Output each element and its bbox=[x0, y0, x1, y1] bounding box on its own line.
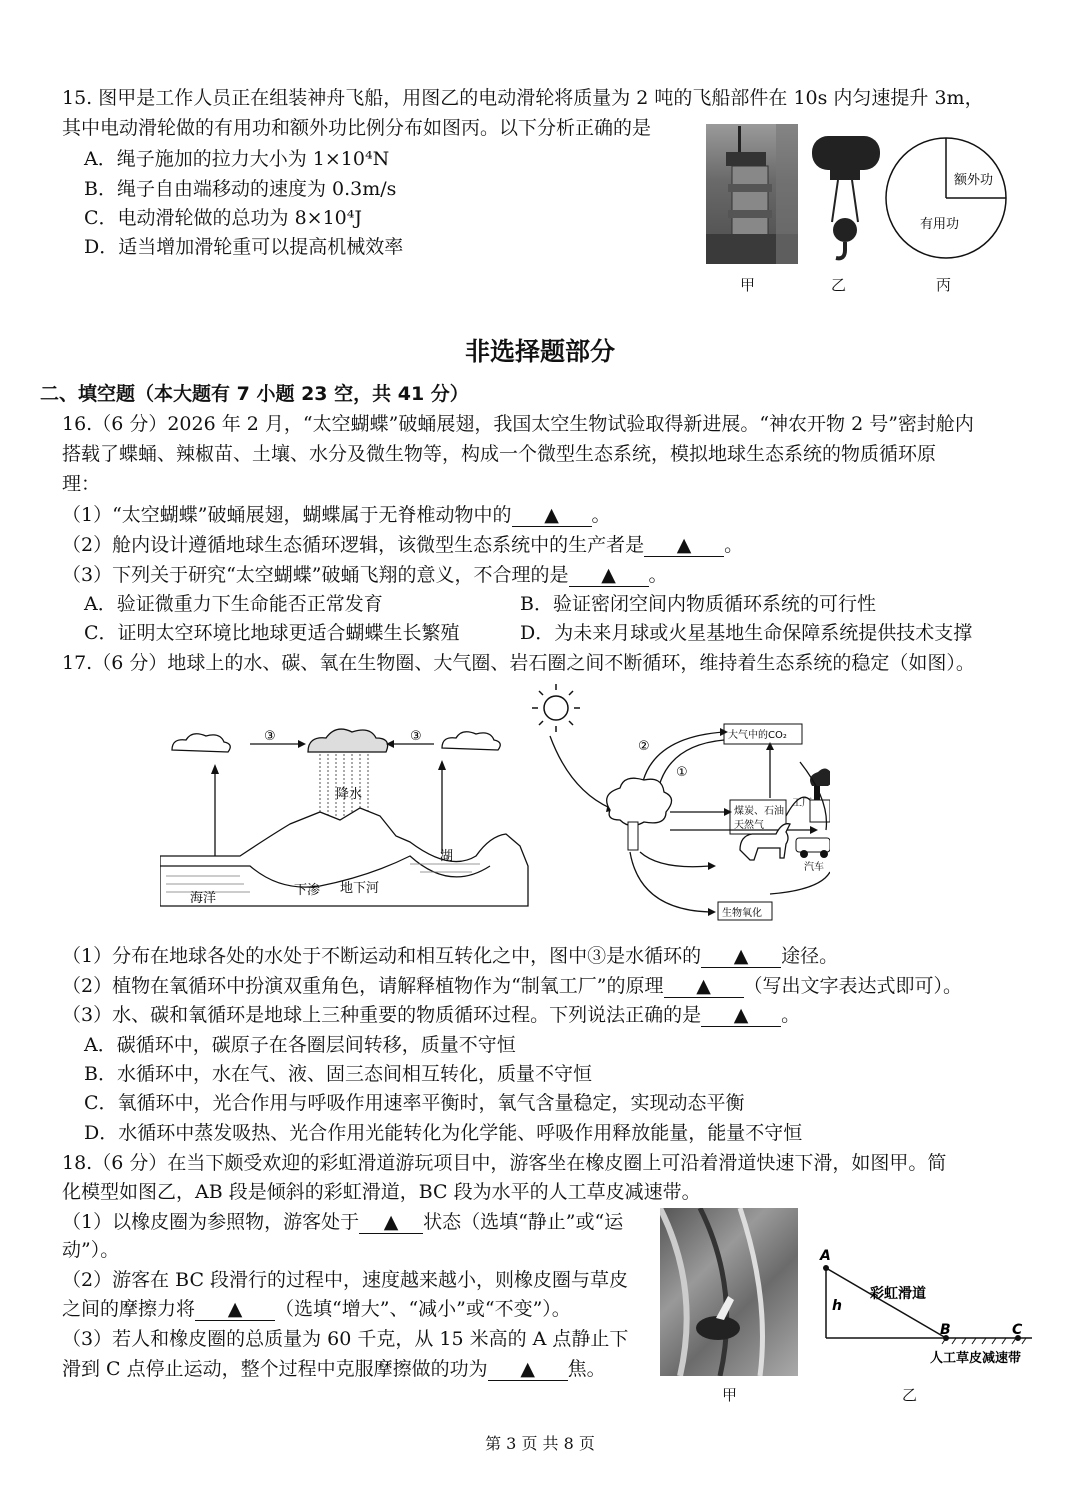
q16-part1 bbox=[62, 501, 611, 529]
q17-stem: 17.（6 分）地球上的水、碳、氧在生物圈、大气圈、岩石圈之间不断循环，维持着生态系统的稳定（如图）。 bbox=[62, 652, 975, 674]
q17-part2 bbox=[62, 972, 962, 1000]
pie-label-useful: 有用功 bbox=[920, 217, 960, 232]
q18-part1-text: （1）以橡皮圈为参照物，游客处于 bbox=[62, 1211, 360, 1233]
water-label-river: 地下河 bbox=[340, 881, 380, 896]
q18-part3-end: 焦。 bbox=[567, 1358, 606, 1380]
q18-part1-blank[interactable]: ▲ bbox=[359, 1211, 423, 1234]
q18-part3-text: 滑到 C 点停止运动，整个过程中克服摩擦做的功为 bbox=[62, 1358, 488, 1380]
q16-part3 bbox=[62, 561, 668, 589]
q15-option-c: C．电动滑轮做的总功为 8×10⁴J bbox=[84, 207, 362, 229]
q18-part2-text: 之间的摩擦力将 bbox=[62, 1298, 196, 1320]
pie-label-extra: 额外功 bbox=[954, 173, 994, 188]
model-point-a: A bbox=[820, 1248, 831, 1264]
q17-part1-blank[interactable]: ▲ bbox=[701, 945, 781, 968]
q16-part2 bbox=[62, 531, 743, 559]
sun-icon bbox=[532, 684, 580, 732]
water-circle3-a: ③ bbox=[264, 729, 276, 744]
page-footer: 第 3 页 共 8 页 bbox=[485, 1434, 595, 1453]
carbon-label-bio-ox: 生物氧化 bbox=[722, 908, 762, 919]
q16-option-d: D．为未来月球或火星基地生命保障系统提供技术支撑 bbox=[520, 622, 973, 644]
q15-stem-line1: 15. 图甲是工作人员正在组装神舟飞船，用图乙的电动滑轮将质量为 2 吨的飞船部件在 10s 内匀速提升 3m， bbox=[62, 87, 984, 109]
q16-part1-blank[interactable]: ▲ bbox=[512, 504, 592, 527]
q18-caption-yi: 乙 bbox=[902, 1386, 918, 1404]
q18-part1-cont: 动”）。 bbox=[62, 1239, 120, 1261]
q15-photo-jia bbox=[706, 124, 798, 264]
model-point-b: B bbox=[940, 1322, 951, 1338]
q18-line2: 化模型如图乙，AB 段是倾斜的彩虹滑道，BC 段为水平的人工草皮减速带。 bbox=[62, 1181, 701, 1203]
q18-part2-blank[interactable]: ▲ bbox=[195, 1298, 275, 1321]
q16-option-c: C．证明太空环境比地球更适合蝴蝶生长繁殖 bbox=[84, 622, 460, 644]
q15-option-d: D．适当增加滑轮重可以提高机械效率 bbox=[84, 236, 404, 258]
q17-part2-blank[interactable]: ▲ bbox=[664, 975, 744, 998]
q15-option-a: A．绳子施加的拉力大小为 1×10⁴N bbox=[84, 148, 390, 170]
q15-option-b: B．绳子自由端移动的速度为 0.3m/s bbox=[84, 178, 397, 200]
water-cycle-diagram bbox=[160, 716, 540, 916]
q15-caption-bing: 丙 bbox=[936, 276, 952, 294]
q18-slide-model bbox=[812, 1244, 1046, 1374]
q17-part1 bbox=[62, 942, 838, 970]
q16-option-a: A．验证微重力下生命能否正常发育 bbox=[84, 593, 383, 615]
q17-part1-end: 途径。 bbox=[781, 945, 839, 967]
q16-line3: 理： bbox=[62, 473, 101, 495]
q16-part3-text: （3）下列关于研究“太空蝴蝶”破蛹飞翔的意义，不合理的是 bbox=[62, 564, 569, 586]
model-label-slide: 彩虹滑道 bbox=[870, 1286, 926, 1302]
q18-part3-a: （3）若人和橡皮圈的总质量为 60 千克，从 15 米高的 A 点静止下 bbox=[62, 1328, 629, 1350]
q17-part3-blank[interactable]: ▲ bbox=[701, 1004, 781, 1027]
carbon-label-factory: 工厂 bbox=[792, 798, 812, 809]
q15-caption-jia: 甲 bbox=[740, 276, 756, 294]
tree-icon bbox=[607, 778, 672, 850]
q18-part2-a: （2）游客在 BC 段滑行的过程中，速度越来越小，则橡皮圈与草皮 bbox=[62, 1269, 629, 1291]
q18-line1: 18.（6 分）在当下颇受欢迎的彩虹滑道游玩项目中，游客坐在橡皮圈上可沿着滑道快速下滑，如图甲。简 bbox=[62, 1152, 947, 1174]
water-label-rain: 降水 bbox=[336, 787, 363, 802]
spacecraft-photo-illustration bbox=[706, 124, 798, 264]
carbon-label-co2: 大气中的CO₂ bbox=[728, 730, 787, 741]
water-label-lake: 湖 bbox=[440, 849, 454, 864]
q17-part3-text: （3）水、碳和氧循环是地球上三种重要的物质循环过程。下列说法正确的是 bbox=[62, 1004, 702, 1026]
q18-part2-end: （选填“增大”、“减小”或“不变”）。 bbox=[275, 1298, 571, 1320]
q16-line1: 16.（6 分）2026 年 2 月，“太空蝴蝶”破蛹展翅，我国太空生物试验取得新进展。“神农开物 2 号”密封舱内 bbox=[62, 413, 974, 435]
carbon-circle1: ① bbox=[676, 765, 688, 780]
section2-header: 二、填空题（本大题有 7 小题 23 空，共 41 分） bbox=[40, 383, 469, 405]
water-circle3-b: ③ bbox=[410, 729, 422, 744]
q16-option-b: B．验证密闭空间内物质循环系统的可行性 bbox=[520, 593, 876, 615]
q18-caption-jia: 甲 bbox=[722, 1386, 738, 1404]
section-title: 非选择题部分 bbox=[464, 337, 615, 366]
q17-option-c: C．氧循环中，光合作用与呼吸作用速率平衡时，氧气含量稳定，实现动态平衡 bbox=[84, 1092, 745, 1114]
water-label-ocean: 海洋 bbox=[190, 891, 217, 906]
q16-part1-text: （1）“太空蝴蝶”破蛹展翅，蝴蝶属于无脊椎动物中的 bbox=[62, 504, 512, 526]
q18-photo-jia bbox=[660, 1208, 798, 1376]
q17-part2-end: （写出文字表达式即可）。 bbox=[743, 975, 963, 997]
q17-part3-end: 。 bbox=[781, 1004, 801, 1026]
q18-part2 bbox=[62, 1295, 571, 1323]
q16-line2: 搭载了蝶蛹、辣椒苗、土壤、水分及微生物等，构成一个微型生态系统，模拟地球生态系统的物质循环原 bbox=[62, 443, 937, 465]
q16-part3-end: 。 bbox=[648, 564, 668, 586]
model-label-h: h bbox=[832, 1298, 842, 1314]
water-label-seep: 下渗 bbox=[294, 883, 321, 898]
q17-option-a: A．碳循环中，碳原子在各圈层间转移，质量不守恒 bbox=[84, 1034, 516, 1056]
q15-pie-bing bbox=[884, 136, 1012, 264]
q17-option-b: B．水循环中，水在气、液、固三态间相互转化，质量不守恒 bbox=[84, 1063, 592, 1085]
q15-caption-yi: 乙 bbox=[831, 276, 847, 294]
q18-part3-blank[interactable]: ▲ bbox=[488, 1358, 568, 1381]
carbon-circle2: ② bbox=[638, 739, 650, 754]
q18-part1-text-b: 状态（选填“静止”或“运 bbox=[423, 1211, 624, 1233]
model-label-grass: 人工草皮减速带 bbox=[930, 1351, 1022, 1366]
slide-photo-illustration bbox=[660, 1208, 798, 1376]
q17-option-d: D．水循环中蒸发吸热、光合作用光能转化为化学能、呼吸作用释放能量，能量不守恒 bbox=[84, 1122, 803, 1144]
q16-part2-end: 。 bbox=[724, 534, 744, 556]
model-point-c: C bbox=[1012, 1322, 1023, 1338]
carbon-cycle-diagram bbox=[530, 680, 830, 930]
carbon-label-car: 汽车 bbox=[804, 862, 824, 873]
q18-part3 bbox=[62, 1355, 606, 1383]
q16-part2-text: （2）舱内设计遵循地球生态循环逻辑，该微型生态系统中的生产者是 bbox=[62, 534, 645, 556]
q15-pulley-yi bbox=[808, 130, 884, 266]
q16-part2-blank[interactable]: ▲ bbox=[644, 534, 724, 557]
q16-part3-blank[interactable]: ▲ bbox=[569, 564, 649, 587]
carbon-label-fuel2: 天然气 bbox=[734, 820, 764, 831]
q17-part2-text: （2）植物在氧循环中扮演双重角色，请解释植物作为“制氧工厂”的原理 bbox=[62, 975, 664, 997]
car-icon bbox=[796, 838, 830, 858]
q17-part3 bbox=[62, 1001, 800, 1029]
carbon-label-fuel1: 煤炭、石油 bbox=[734, 806, 784, 817]
q18-part1 bbox=[62, 1208, 623, 1236]
q15-stem-line2: 其中电动滑轮做的有用功和额外功比例分布如图丙。以下分析正确的是 bbox=[62, 117, 652, 139]
q17-part1-text: （1）分布在地球各处的水处于不断运动和相互转化之中，图中③是水循环的 bbox=[62, 945, 702, 967]
q16-part1-end: 。 bbox=[591, 504, 611, 526]
